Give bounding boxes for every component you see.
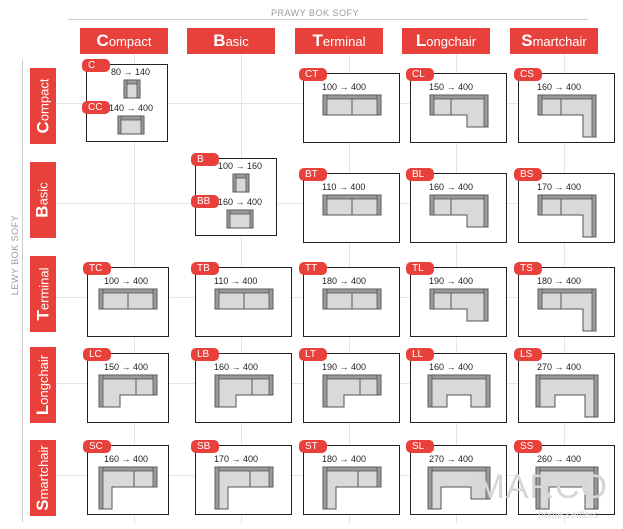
cell-sb[interactable]	[195, 441, 292, 515]
cell-bt[interactable]	[303, 169, 400, 243]
configuration-code-badge: TC	[83, 262, 111, 275]
configuration-code-badge: BB	[191, 195, 219, 208]
width-range-label: 270 → 400	[429, 454, 474, 464]
column-header-rest: asic	[225, 33, 249, 49]
width-range-label: 270 → 400	[537, 362, 582, 372]
sofa-layout-icon	[98, 374, 158, 413]
configuration-code-badge: SL	[406, 440, 434, 453]
cell-tc[interactable]	[87, 263, 169, 337]
top-axis-line	[68, 19, 588, 20]
configuration-code-badge: SB	[191, 440, 219, 453]
sofa-layout-icon	[429, 288, 489, 327]
sofa-layout-icon	[537, 194, 597, 243]
sofa-layout-icon	[214, 374, 274, 413]
column-header-rest: ongchair	[426, 33, 477, 49]
cell-cs[interactable]	[518, 69, 615, 143]
configuration-code-badge: LC	[83, 348, 111, 361]
column-header-1	[187, 28, 275, 54]
configuration-code-badge: TB	[191, 262, 219, 275]
cell-ts[interactable]	[518, 263, 615, 337]
row-header-initial: B	[33, 205, 52, 218]
sofa-layout-icon	[117, 115, 145, 140]
width-range-label: 260 → 400	[537, 454, 582, 464]
cell-bs[interactable]	[518, 169, 615, 243]
sofa-layout-icon	[537, 94, 597, 143]
width-range-label: 190 → 400	[429, 276, 474, 286]
sofa-layout-icon	[537, 288, 597, 337]
cell-compact-compact[interactable]	[86, 60, 168, 142]
width-range-label: 160 → 400	[429, 362, 474, 372]
configuration-code-badge: CL	[406, 68, 434, 81]
cell-ll[interactable]	[410, 349, 507, 423]
configuration-code-badge: TL	[406, 262, 434, 275]
cell-basic-basic[interactable]	[195, 154, 277, 236]
column-header-4	[510, 28, 598, 54]
width-range-label: 180 → 400	[537, 276, 582, 286]
row-header-initial: L	[33, 404, 53, 416]
column-header-rest: martchair	[532, 33, 587, 49]
width-range-label: 170 → 400	[537, 182, 582, 192]
sofa-layout-icon	[322, 466, 382, 515]
configuration-code-badge: BS	[514, 168, 542, 181]
width-range-label: 110 → 400	[214, 276, 258, 286]
width-range-label: 110 → 400	[322, 182, 366, 192]
sofa-layout-icon	[429, 94, 489, 133]
sofa-layout-icon	[535, 374, 599, 423]
sofa-layout-icon	[322, 374, 382, 413]
row-header-rest: martchair	[36, 445, 51, 500]
watermark-logo: MARCO	[476, 468, 608, 506]
row-header-3	[30, 347, 56, 423]
configuration-code-badge: LL	[406, 348, 434, 361]
row-header-rest: ongchair	[36, 354, 52, 405]
sofa-layout-icon	[214, 466, 274, 515]
width-range-label: 160 → 400	[218, 197, 263, 207]
row-header-rest: ompact	[36, 78, 52, 122]
cell-tt[interactable]	[303, 263, 400, 337]
sofa-layout-icon	[427, 374, 491, 413]
width-range-label: 80 → 140	[111, 67, 151, 77]
column-header-initial: B	[213, 31, 226, 50]
configuration-code-badge: TT	[299, 262, 327, 275]
sofa-layout-icon	[98, 466, 158, 515]
cell-sc[interactable]	[87, 441, 169, 515]
row-header-initial: T	[33, 310, 53, 321]
width-range-label: 140 → 400	[109, 103, 154, 113]
column-header-2	[295, 28, 383, 54]
configuration-code-badge: LB	[191, 348, 219, 361]
sofa-layout-icon	[214, 288, 274, 315]
column-header-0	[80, 28, 168, 54]
configuration-code-badge: TS	[514, 262, 542, 275]
row-header-initial: S	[33, 499, 52, 511]
row-header-rest: asic	[36, 182, 51, 206]
cell-lt[interactable]	[303, 349, 400, 423]
column-header-initial: T	[312, 31, 323, 50]
cell-bl[interactable]	[410, 169, 507, 243]
configuration-code-badge: SC	[83, 440, 111, 453]
cell-lc[interactable]	[87, 349, 169, 423]
width-range-label: 170 → 400	[214, 454, 259, 464]
row-header-2	[30, 256, 56, 332]
width-range-label: 190 → 400	[322, 362, 367, 372]
row-header-0	[30, 68, 56, 144]
configuration-code-badge: C	[82, 59, 110, 72]
configuration-code-badge: B	[191, 153, 219, 166]
watermark-tagline: home settlers	[537, 510, 598, 521]
sofa-layout-icon	[226, 209, 254, 234]
row-header-1	[30, 162, 56, 238]
left-side-axis-label: LEWY BOK SOFY	[10, 214, 20, 296]
configuration-code-badge: CT	[299, 68, 327, 81]
width-range-label: 160 → 400	[214, 362, 259, 372]
configuration-code-badge: CC	[82, 101, 110, 114]
configuration-code-badge: ST	[299, 440, 327, 453]
row-header-initial: C	[33, 121, 53, 134]
cell-tl[interactable]	[410, 263, 507, 337]
right-side-axis-label: PRAWY BOK SOFY	[270, 8, 360, 18]
cell-tb[interactable]	[195, 263, 292, 337]
column-header-initial: L	[415, 31, 427, 50]
row-header-rest: erminal	[36, 267, 52, 311]
sofa-layout-icon	[322, 94, 382, 121]
width-range-label: 100 → 400	[104, 276, 149, 286]
cell-st[interactable]	[303, 441, 400, 515]
cell-lb[interactable]	[195, 349, 292, 423]
side-axis-line	[22, 60, 23, 522]
configuration-code-badge: LS	[514, 348, 542, 361]
cell-ls[interactable]	[518, 349, 615, 423]
cell-cl[interactable]	[410, 69, 507, 143]
column-header-initial: S	[521, 31, 533, 50]
column-header-initial: C	[96, 31, 109, 50]
width-range-label: 150 → 400	[104, 362, 149, 372]
sofa-layout-icon	[429, 194, 489, 233]
sofa-layout-icon	[98, 288, 158, 315]
configuration-code-badge: LT	[299, 348, 327, 361]
column-header-rest: erminal	[322, 33, 366, 49]
sofa-layout-icon	[123, 79, 141, 104]
configuration-code-badge: BT	[299, 168, 327, 181]
width-range-label: 180 → 400	[322, 276, 367, 286]
column-header-3	[402, 28, 490, 54]
row-header-4	[30, 440, 56, 516]
width-range-label: 100 → 400	[322, 82, 367, 92]
width-range-label: 160 → 400	[429, 182, 474, 192]
width-range-label: 180 → 400	[322, 454, 367, 464]
sofa-layout-icon	[232, 173, 250, 198]
width-range-label: 150 → 400	[429, 82, 474, 92]
width-range-label: 160 → 400	[104, 454, 149, 464]
width-range-label: 160 → 400	[537, 82, 582, 92]
configuration-code-badge: CS	[514, 68, 542, 81]
column-header-rest: ompact	[108, 33, 152, 49]
sofa-layout-icon	[322, 194, 382, 221]
cell-ct[interactable]	[303, 69, 400, 143]
configuration-code-badge: SS	[514, 440, 542, 453]
width-range-label: 100 → 160	[218, 161, 263, 171]
configuration-code-badge: BL	[406, 168, 434, 181]
sofa-layout-icon	[322, 288, 382, 315]
